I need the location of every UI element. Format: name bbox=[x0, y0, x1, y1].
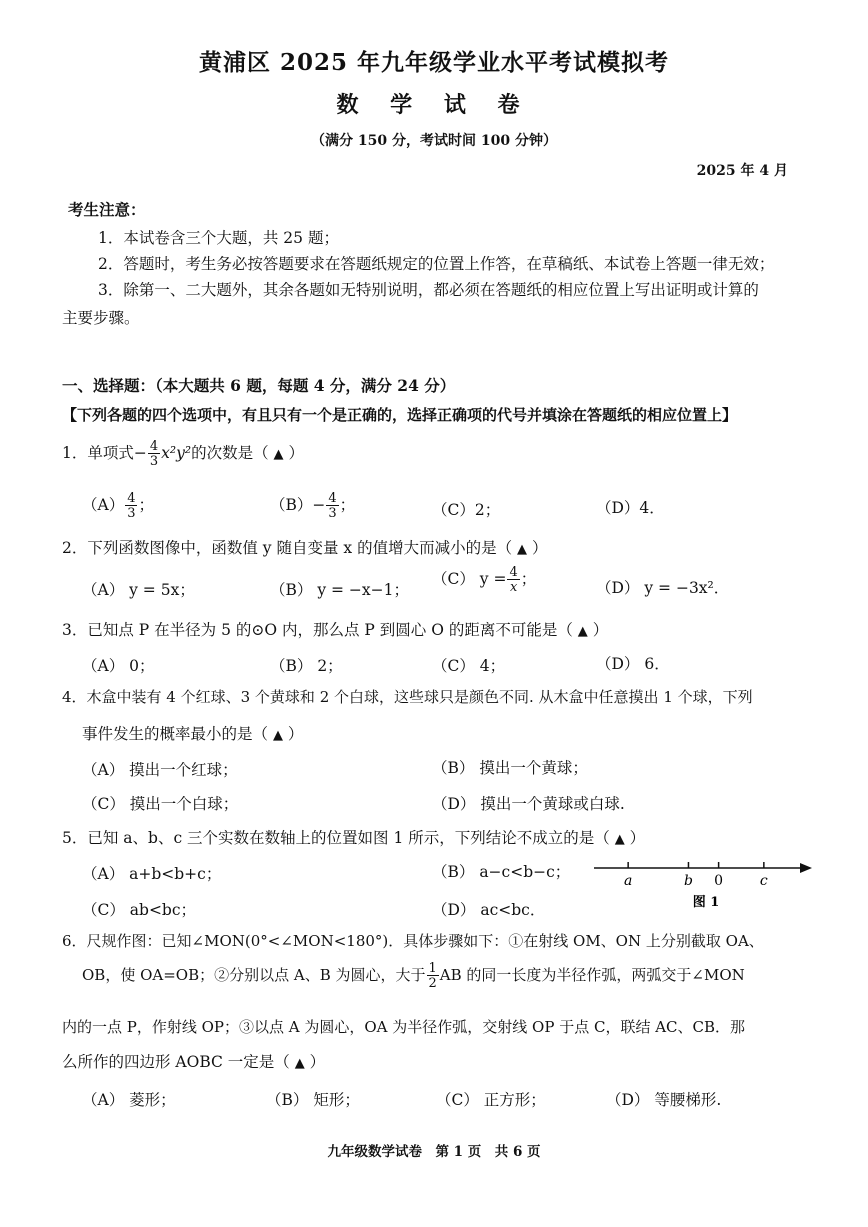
arrow-right-icon bbox=[800, 863, 812, 873]
answer-blank: ▲ bbox=[272, 728, 283, 743]
q4-option-d: （D） 摸出一个黄球或白球. bbox=[432, 795, 625, 813]
q6-option-a: （A） 菱形； bbox=[82, 1091, 176, 1109]
q5-option-b: （B） a−c<b−c； bbox=[432, 863, 571, 881]
notice-item-2: 2．答题时，考生务必按答题要求在答题纸规定的位置上作答，在草稿纸、本试卷上答题一律无效； bbox=[98, 255, 775, 273]
exam-date: 2025 年 4 月 bbox=[696, 163, 788, 179]
answer-blank: ▲ bbox=[517, 542, 528, 557]
answer-blank: ▲ bbox=[273, 447, 284, 462]
q2-option-d: （D） y = −3x²． bbox=[596, 579, 730, 597]
answer-blank: ▲ bbox=[577, 624, 588, 639]
q4-option-c: （C） 摸出一个白球； bbox=[82, 795, 239, 813]
q1-expression: x²y² bbox=[161, 444, 192, 462]
number-line-label: b bbox=[683, 873, 693, 889]
q6-option-b: （B） 矩形； bbox=[266, 1091, 360, 1109]
number-line-label: 0 bbox=[714, 873, 724, 889]
notice-heading: 考生注意： bbox=[68, 200, 146, 219]
q3-option-d: （D） 6． bbox=[596, 655, 670, 673]
question-4: 4．木盒中装有 4 个红球、3 个黄球和 2 个白球，这些球只是颜色不同. 从木盒中任意摸出 1 个球，下列 bbox=[62, 688, 753, 706]
exam-note: （满分 150 分，考试时间 100 分钟） bbox=[311, 133, 557, 149]
q5-option-d: （D） ac<bc． bbox=[432, 901, 546, 919]
q6-option-d: （D） 等腰梯形. bbox=[606, 1091, 722, 1109]
question-6-line2: OB，使 OA=OB；②分别以点 A、B 为圆心，大于 $\frac{1}{2}$ AB 的同一长度为半径作弧，两弧交于∠MON bbox=[82, 961, 745, 991]
section-heading: 一、选择题：（本大题共 6 题，每题 4 分，满分 24 分） bbox=[62, 376, 456, 395]
q3-option-a: （A） 0； bbox=[82, 657, 155, 675]
q3-option-c: （C） 4； bbox=[432, 657, 506, 675]
q1-fraction: $\frac{4}{3}$ bbox=[149, 439, 159, 469]
question-3: 3．已知点 P 在半径为 5 的⊙O 内，那么点 P 到圆心 O 的距离不可能是（ ▲ ） bbox=[62, 621, 609, 639]
q2-option-b: （B） y = −x−1； bbox=[270, 581, 409, 599]
q5-option-c: （C） ab<bc； bbox=[82, 901, 197, 919]
question-1: 1．单项式− $\frac{4}{3}$ x²y²的次数是（ ▲ ） bbox=[62, 439, 304, 469]
q3-option-b: （B） 2； bbox=[270, 657, 343, 675]
question-5: 5．已知 a、b、c 三个实数在数轴上的位置如图 1 所示，下列结论不成立的是（ ▲ ） bbox=[62, 829, 646, 847]
notice-item-3: 3．除第一、二大题外，其余各题如无特别说明，都必须在答题纸的相应位置上写出证明或计算的 bbox=[98, 281, 759, 299]
figure-caption: 图 1 bbox=[692, 895, 720, 910]
q6-option-c: （C） 正方形； bbox=[436, 1091, 546, 1109]
notice-item-3-cont: 主要步骤。 bbox=[62, 309, 140, 327]
number-line-label: a bbox=[623, 873, 633, 889]
q4-option-a: （A） 摸出一个红球； bbox=[82, 761, 238, 779]
notice-item-1: 1．本试卷含三个大题，共 25 题； bbox=[98, 229, 339, 247]
question-6-line4: 么所作的四边形 AOBC 一定是（ ▲ ） bbox=[62, 1053, 326, 1071]
q2-option-c: （C） y = $\frac{4}{x}$ ； bbox=[432, 565, 537, 595]
q1-prefix: 1．单项式− bbox=[62, 444, 147, 462]
page-subtitle: 数 学 试 卷 bbox=[336, 92, 532, 118]
question-4-cont: 事件发生的概率最小的是（ ▲ ） bbox=[82, 725, 304, 743]
q1-option-a: （A） $\frac{4}{3}$ ； bbox=[82, 491, 154, 521]
q1-option-b: （B）− $\frac{4}{3}$ ； bbox=[270, 491, 356, 521]
q2-option-a: （A） y = 5x； bbox=[82, 581, 195, 599]
section-instruction: 【下列各题的四个选项中，有且只有一个是正确的，选择正确项的代号并填涂在答题纸的相应位置上】 bbox=[62, 406, 738, 424]
page-footer: 九年级数学试卷 第 1 页 共 6 页 bbox=[327, 1144, 541, 1160]
question-6: 6．尺规作图：已知∠MON(0°<∠MON<180°)．具体步骤如下：①在射线 OM、ON 上分别截取 OA、 bbox=[62, 932, 764, 950]
answer-blank: ▲ bbox=[614, 832, 625, 847]
q5-option-a: （A） a+b<b+c； bbox=[82, 865, 222, 883]
q4-option-b: （B） 摸出一个黄球； bbox=[432, 759, 588, 777]
page-title: 黄浦区 2025 年九年级学业水平考试模拟考 bbox=[198, 49, 670, 76]
answer-blank: ▲ bbox=[294, 1056, 305, 1071]
question-6-line3: 内的一点 P，作射线 OP；③以点 A 为圆心，OA 为半径作弧，交射线 OP 于点 C，联结 AC、CB．那 bbox=[62, 1018, 746, 1036]
question-2: 2．下列函数图像中，函数值 y 随自变量 x 的值增大而减小的是（ ▲ ） bbox=[62, 539, 548, 557]
number-line-label: c bbox=[759, 873, 768, 889]
q1-option-d: （D）4． bbox=[596, 499, 665, 517]
number-line-figure bbox=[588, 852, 818, 914]
q1-option-c: （C）2； bbox=[432, 501, 501, 519]
